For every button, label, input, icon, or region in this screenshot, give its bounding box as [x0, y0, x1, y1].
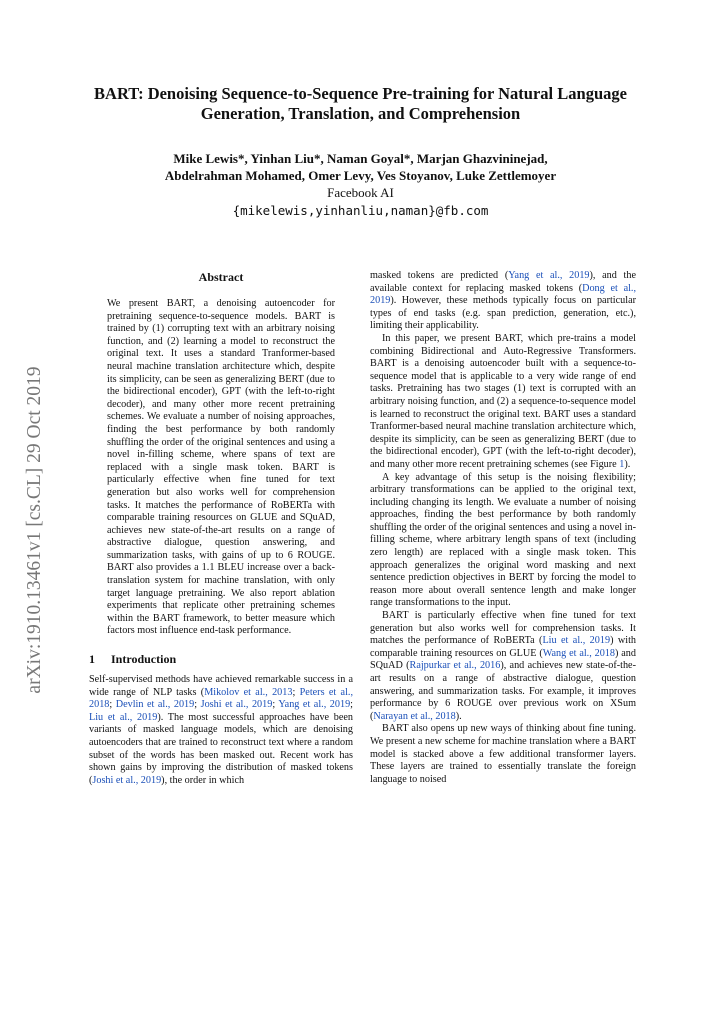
authors-line-1: Mike Lewis*, Yinhan Liu*, Naman Goyal*, Marjan Ghazvininejad,: [173, 151, 548, 166]
text-run: ) and SQuAD (: [370, 647, 636, 672]
left-column: [89, 270, 353, 787]
paper-title: BART: Denoising Sequence-to-Sequence Pre-training for Natural Language Generation, Translation, and Comprehension: [94, 84, 627, 123]
right-column: [370, 270, 636, 786]
text-run: masked tokens are predicted (: [370, 270, 509, 281]
text-run: BART is particularly effective when fine tuned for text generation but also works well for comprehension tasks. It matches the performance of RoBERTa (: [370, 610, 636, 647]
abstract-text: We present BART, a denoising autoencoder for pretraining sequence-to-sequence models. BART is trained by (1) corrupting text with an arbitrary noising function, and (2) learning a model to reconstruct the original text. It uses a standard Tranformer-based neural machine translation architecture which, despite its simplicity, can be seen as generalizing BERT (due to the bidirectional encoder), GPT (with the left-to-right decoder), and many other more recent pretraining schemes. We evaluate a number of noising approaches, finding the best performance by both randomly shuffling the order of the original sentences and using a novel in-filling scheme, where spans of text are replaced with a single mask token. BART is particularly effective when fine tuned for text generation but also works well for comprehension tasks. It matches the performance of RoBERTa with comparable training resources on GLUE and SQuAD, achieves new state-of-the-art results on a range of abstractive dialogue, question answering, and summarization tasks, with gains of up to 6 ROUGE. BART also provides a 1.1 BLEU increase over a back-translation system for machine translation, with only target language pretraining. We also report ablation experiments that replicate other pretraining schemes within the BART framework, to better measure which factors most influence end-task performance.: [107, 298, 335, 637]
text-run: Self-supervised methods have achieved remarkable success in a wide range of NLP tasks (: [89, 674, 353, 698]
abstract-heading: Abstract: [198, 270, 244, 284]
citation-link[interactable]: Liu et al., 2019: [89, 711, 158, 723]
section-heading-introduction: [89, 652, 353, 666]
intro-paragraph-continued: [370, 270, 636, 333]
text-run: ;: [292, 686, 300, 698]
citation-link[interactable]: Rajpurkar et al., 2016: [409, 660, 501, 672]
text-run: ). The most successful approaches have been variants of masked language models, which are denoising autoencoders that are trained to reconstruct text where a random subset of the words has been masked out. Recent work has shown gains by improving the distribution of masked tokens (: [89, 711, 353, 786]
citation-link[interactable]: Liu et al., 2019: [542, 635, 611, 647]
author-list: [60, 150, 661, 184]
citation-link[interactable]: Yang et al., 2019: [508, 270, 590, 281]
citation-link[interactable]: Joshi et al., 2019: [92, 774, 162, 786]
text-run: ;: [109, 699, 116, 711]
citation-link[interactable]: Dong et al., 2019: [370, 282, 637, 307]
citation-link[interactable]: Wang et al., 2018: [542, 647, 616, 659]
text-run: ) with comparable training resources on GLUE (: [370, 635, 636, 659]
affiliation: Facebook AI: [327, 185, 394, 200]
citation-link[interactable]: Devlin et al., 2019: [115, 699, 195, 711]
text-run: ), and the available context for replacing masked tokens (: [370, 270, 636, 294]
intro-paragraph-4: [370, 610, 636, 723]
intro-paragraph-3: A key advantage of this setup is the noising flexibility; arbitrary transformations can be applied to the original text, including changing its length. We evaluate a number of noising approaches, finding the best performance by both randomly shuffling the order of the original sentences and using a novel in-filling scheme, where arbitrary length spans of text (including zero length) are replaced with a single mask token. This approach generalizes the original word masking and next sentence prediction objectives in BERT by forcing the model to reason more about overall sentence length and make longer range transformations to the input.: [370, 471, 636, 609]
author-emails: {mikelewis,yinhanliu,naman}@fb.com: [232, 203, 489, 218]
text-run: ). However, these methods typically focus on particular types of end tasks (e.g. span prediction, generation, etc.), limiting their applicability.: [370, 295, 636, 332]
text-run: ;: [272, 699, 279, 711]
intro-paragraph-2: [370, 333, 636, 472]
text-run: ;: [194, 699, 201, 711]
text-run: ), the order in which: [161, 774, 245, 786]
text-run: ), and achieves new state-of-the-art results on a range of abstractive dialogue, question answering, and summarization tasks. For example, it improves performance by 6 ROUGE over previous work on XSum (: [370, 660, 636, 722]
text-run: ).: [624, 458, 631, 470]
intro-paragraph-5: BART also opens up new ways of thinking about fine tuning. We present a new scheme for machine translation where a BART model is stacked above a few additional transformer layers. These layers are trained to essentially translate the foreign language to noised: [370, 723, 636, 785]
text-run: ).: [455, 710, 462, 722]
citation-link[interactable]: Joshi et al., 2019: [200, 699, 273, 711]
citation-link[interactable]: Mikolov et al., 2013: [204, 686, 293, 698]
arxiv-stamp: arXiv:1910.13461v1 [cs.CL] 29 Oct 2019: [24, 366, 45, 694]
section-number: 1: [89, 652, 95, 667]
text-run: ;: [350, 699, 354, 711]
section-title: Introduction: [111, 652, 177, 667]
arxiv-stamp-container: [24, 320, 46, 740]
authors-line-2: Abdelrahman Mohamed, Omer Levy, Ves Stoyanov, Luke Zettlemoyer: [164, 168, 557, 183]
text-run: In this paper, we present BART, which pre-trains a model combining Bidirectional and Auto-Regressive Transformers. BART is a denoising autoencoder built with a sequence-to-sequence model that is applicable to a very wide range of end tasks. Pretraining has two stages (1) text is corrupted with an arbitrary noising function, and (2) a sequence-to-sequence model is learned to reconstruct the original text. BART uses a standard Tranformer-based neural machine translation architecture which, despite its simplicity, can be seen as generalizing BERT (due to the bidirectional encoder), GPT (with the left-to-right decoder), and many other more recent pretraining schemes (see Figure: [370, 332, 636, 470]
citation-link[interactable]: Peters et al., 2018: [89, 686, 353, 711]
citation-link[interactable]: Narayan et al., 2018: [373, 710, 456, 722]
citation-link[interactable]: Yang et al., 2019: [278, 699, 351, 711]
figure-reference-link[interactable]: 1: [619, 458, 625, 470]
intro-paragraph-1: [89, 674, 353, 787]
